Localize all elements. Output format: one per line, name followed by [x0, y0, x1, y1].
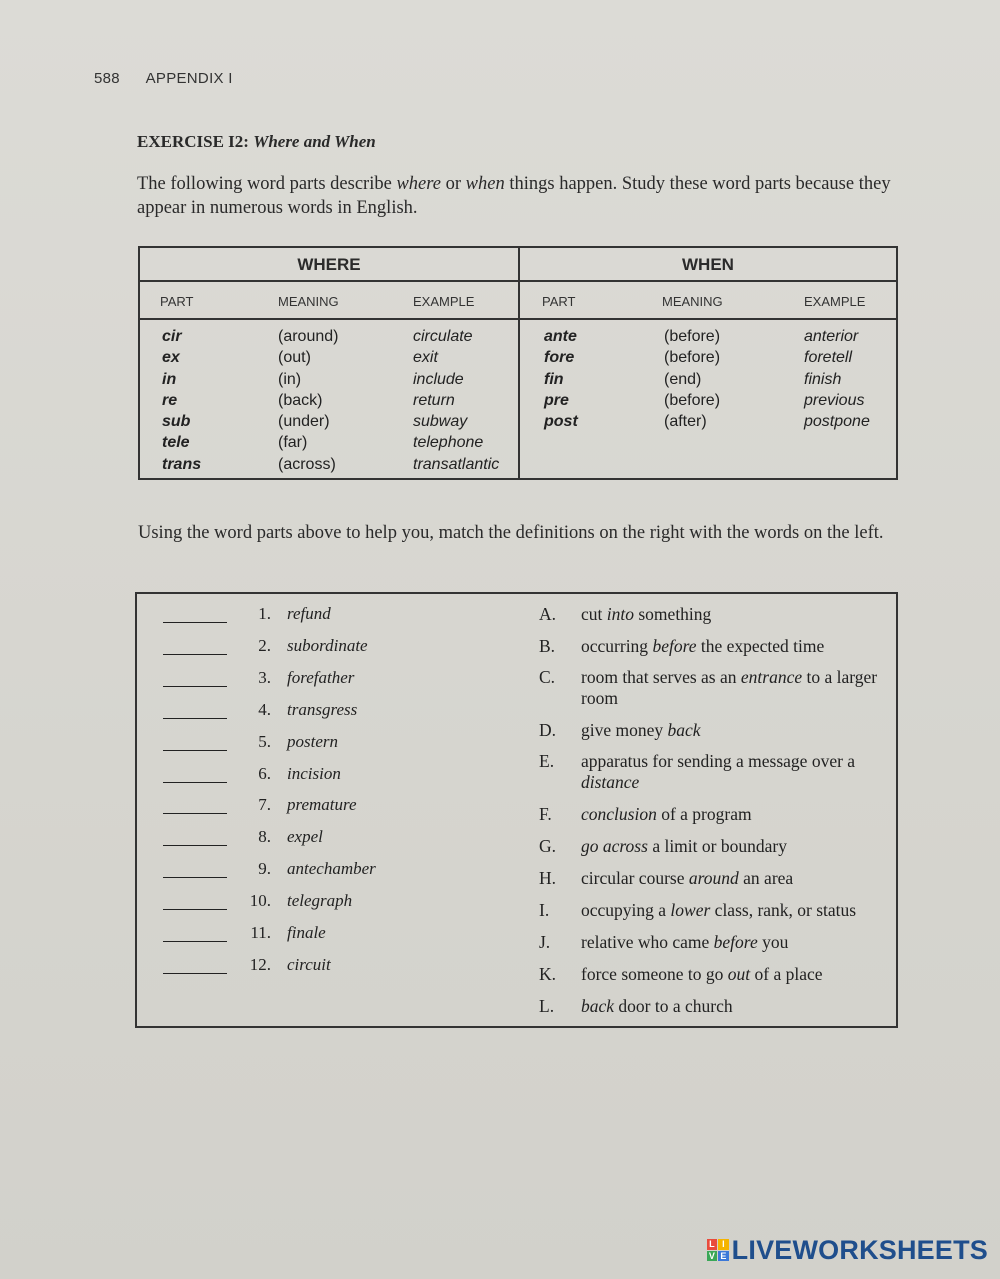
item-number: 7.	[258, 795, 271, 815]
definition-letter: H.	[539, 868, 557, 888]
definition-text: room that serves as an entrance to a larger room	[581, 667, 878, 708]
definition-keyword: go across	[581, 836, 648, 856]
word-item	[137, 923, 497, 947]
table-row	[140, 349, 518, 370]
definition-item	[539, 996, 879, 1018]
when-section	[520, 248, 896, 478]
definition-keyword: out	[727, 964, 751, 984]
word-part: cir	[162, 328, 182, 345]
logo-tile: I	[718, 1239, 729, 1250]
word-item	[137, 604, 497, 628]
item-word: expel	[287, 827, 323, 847]
where-heading: WHERE	[140, 248, 518, 282]
word-item	[137, 668, 497, 692]
answer-blank[interactable]	[163, 973, 227, 974]
answer-blank[interactable]	[163, 877, 227, 878]
part-meaning: (back)	[278, 391, 323, 409]
definition-item	[539, 868, 879, 890]
word-item	[137, 636, 497, 660]
matching-exercise-box	[135, 592, 898, 1028]
word-part: in	[162, 370, 177, 388]
definition-text: back door to a church	[581, 996, 733, 1016]
item-number: 5.	[258, 731, 271, 751]
definition-text: occurring before the expected time	[581, 636, 825, 656]
table-row	[520, 392, 896, 413]
item-number: 9.	[258, 859, 271, 879]
word-item	[137, 795, 497, 819]
table-row	[520, 349, 896, 370]
item-word: telegraph	[287, 891, 353, 911]
item-number: 10.	[249, 891, 271, 911]
definition-item	[539, 836, 879, 858]
definition-keyword: entrance	[740, 667, 803, 687]
item-number: 6.	[258, 763, 271, 783]
definition-item	[539, 720, 879, 742]
answer-blank[interactable]	[163, 750, 227, 751]
item-word: finale	[287, 923, 326, 942]
part-meaning: (before)	[664, 328, 721, 345]
word-part: ante	[544, 328, 577, 345]
definition-letter: F.	[539, 804, 552, 824]
definition-letter: A.	[539, 604, 557, 624]
word-part: sub	[162, 413, 191, 431]
col-part: PART	[160, 294, 194, 309]
part-meaning: (after)	[664, 413, 707, 431]
item-number: 8.	[258, 827, 271, 847]
table-row	[140, 392, 518, 413]
exercise-title	[137, 132, 376, 152]
exercise-name: Where and When	[253, 132, 376, 151]
part-example: postpone	[804, 413, 870, 431]
definition-text: apparatus for sending a message over a distance	[581, 751, 856, 792]
definition-item	[539, 804, 879, 826]
definition-letter: J.	[539, 932, 551, 952]
part-meaning: (around)	[278, 328, 339, 345]
answer-blank[interactable]	[163, 813, 227, 814]
word-item	[137, 764, 497, 788]
table-row	[140, 434, 518, 455]
item-number: 3.	[258, 667, 271, 687]
brand-text: LIVEWORKSHEETS	[731, 1234, 988, 1265]
when-heading: WHEN	[520, 248, 896, 282]
definition-keyword: back	[581, 996, 615, 1016]
when-column-headers	[520, 282, 896, 320]
running-head	[94, 70, 233, 87]
word-parts-table	[138, 246, 898, 480]
definition-letter: G.	[539, 836, 557, 856]
part-meaning: (far)	[278, 434, 308, 452]
item-word: incision	[287, 763, 341, 783]
col-meaning: MEANING	[278, 294, 339, 309]
exercise-label: EXERCISE I2:	[137, 132, 249, 151]
when-rows	[520, 320, 896, 434]
item-number: 2.	[258, 635, 271, 655]
part-meaning: (before)	[664, 349, 721, 367]
definition-item	[539, 604, 879, 626]
intro-paragraph: The following word parts describe where or when things happen. Study these word parts because they appear in numerous words in English.	[137, 174, 891, 218]
word-part: pre	[544, 391, 569, 409]
col-example: EXAMPLE	[804, 294, 866, 309]
part-example: return	[413, 391, 455, 409]
word-part: post	[544, 413, 578, 431]
definition-text: circular course around an area	[581, 868, 794, 888]
part-example: previous	[804, 391, 865, 409]
page-number: 588	[94, 70, 120, 87]
definition-item	[539, 636, 879, 658]
part-meaning: (in)	[278, 370, 302, 388]
col-meaning: MEANING	[662, 294, 723, 309]
table-row	[140, 456, 518, 477]
answer-blank[interactable]	[163, 718, 227, 719]
part-example: telephone	[413, 434, 484, 452]
logo-tile: E	[718, 1251, 729, 1262]
item-number: 12.	[249, 954, 271, 974]
item-word: postern	[287, 731, 338, 751]
table-row	[140, 371, 518, 392]
definition-letter: L.	[539, 996, 555, 1016]
definition-keyword: conclusion	[581, 804, 657, 824]
table-row	[520, 328, 896, 349]
definition-item	[539, 900, 879, 922]
definition-text: go across a limit or boundary	[581, 836, 787, 856]
item-number: 4.	[258, 699, 271, 719]
answer-blank[interactable]	[163, 941, 227, 942]
part-example: transatlantic	[413, 455, 500, 473]
item-word: transgress	[287, 699, 358, 719]
definition-text: force someone to go out of a place	[581, 964, 823, 984]
word-item	[137, 827, 497, 851]
definition-keyword: back	[667, 720, 701, 740]
item-word: subordinate	[287, 635, 368, 655]
answer-blank[interactable]	[163, 845, 227, 846]
definition-item	[539, 932, 879, 954]
part-example: foretell	[804, 349, 853, 367]
definition-letter: K.	[539, 964, 557, 984]
part-meaning: (under)	[278, 413, 330, 431]
item-word: refund	[287, 604, 331, 623]
col-part: PART	[542, 294, 576, 309]
item-word: antechamber	[287, 859, 376, 879]
word-item	[137, 700, 497, 724]
table-row	[520, 413, 896, 434]
definition-keyword: distance	[581, 772, 640, 792]
answer-blank[interactable]	[163, 654, 227, 655]
word-item	[137, 891, 497, 915]
appendix-label: APPENDIX I	[145, 70, 233, 87]
word-part: ex	[162, 349, 180, 367]
definition-keyword: before	[652, 636, 697, 656]
part-meaning: (before)	[664, 391, 721, 409]
word-item	[137, 859, 497, 883]
word-part: trans	[162, 455, 202, 473]
item-word: premature	[287, 795, 357, 815]
answer-blank[interactable]	[163, 622, 227, 623]
word-item	[137, 955, 497, 979]
word-part: re	[162, 391, 178, 409]
definition-item	[539, 667, 879, 711]
definition-text: give money back	[581, 720, 701, 740]
part-meaning: (out)	[278, 349, 311, 367]
liveworksheets-logo-icon	[707, 1239, 729, 1261]
item-number: 1.	[258, 604, 271, 623]
definition-letter: C.	[539, 667, 556, 687]
definition-text: relative who came before you	[581, 932, 789, 952]
liveworksheets-brand	[707, 1233, 988, 1267]
table-row	[140, 413, 518, 434]
word-item	[137, 732, 497, 756]
col-example: EXAMPLE	[413, 294, 475, 309]
definition-item	[539, 751, 879, 795]
definition-text: cut into something	[581, 604, 712, 624]
where-rows	[140, 320, 518, 477]
answer-blank[interactable]	[163, 909, 227, 910]
part-example: exit	[413, 349, 438, 367]
word-part: fore	[544, 349, 575, 367]
word-part: fin	[544, 370, 564, 388]
answer-blank[interactable]	[163, 686, 227, 687]
definition-letter: I.	[539, 900, 550, 920]
part-meaning: (end)	[664, 370, 702, 388]
part-meaning: (across)	[278, 455, 336, 473]
definition-letter: B.	[539, 636, 556, 656]
item-number: 11.	[250, 923, 271, 942]
definition-keyword: around	[688, 868, 739, 888]
definition-letter: E.	[539, 751, 555, 771]
definition-keyword: before	[713, 932, 758, 952]
logo-tile: V	[707, 1251, 718, 1262]
answer-blank[interactable]	[163, 782, 227, 783]
part-example: circulate	[413, 328, 473, 345]
definition-item	[539, 964, 879, 986]
definition-keyword: into	[606, 604, 634, 624]
definition-text: conclusion of a program	[581, 804, 752, 824]
table-row	[140, 328, 518, 349]
table-row	[520, 371, 896, 392]
part-example: subway	[413, 413, 468, 431]
definition-letter: D.	[539, 720, 557, 740]
item-word: forefather	[287, 667, 355, 687]
part-example: anterior	[804, 328, 859, 345]
word-part: tele	[162, 434, 190, 452]
logo-tile: L	[707, 1239, 718, 1250]
matching-instructions: Using the word parts above to help you, match the definitions on the right with the words on the left.	[138, 523, 884, 543]
item-word: circuit	[287, 954, 331, 974]
where-section	[140, 248, 520, 478]
definition-keyword: lower	[670, 900, 711, 920]
part-example: finish	[804, 370, 842, 388]
where-column-headers	[140, 282, 518, 320]
definition-text: occupying a lower class, rank, or status	[581, 900, 857, 920]
part-example: include	[413, 370, 464, 388]
